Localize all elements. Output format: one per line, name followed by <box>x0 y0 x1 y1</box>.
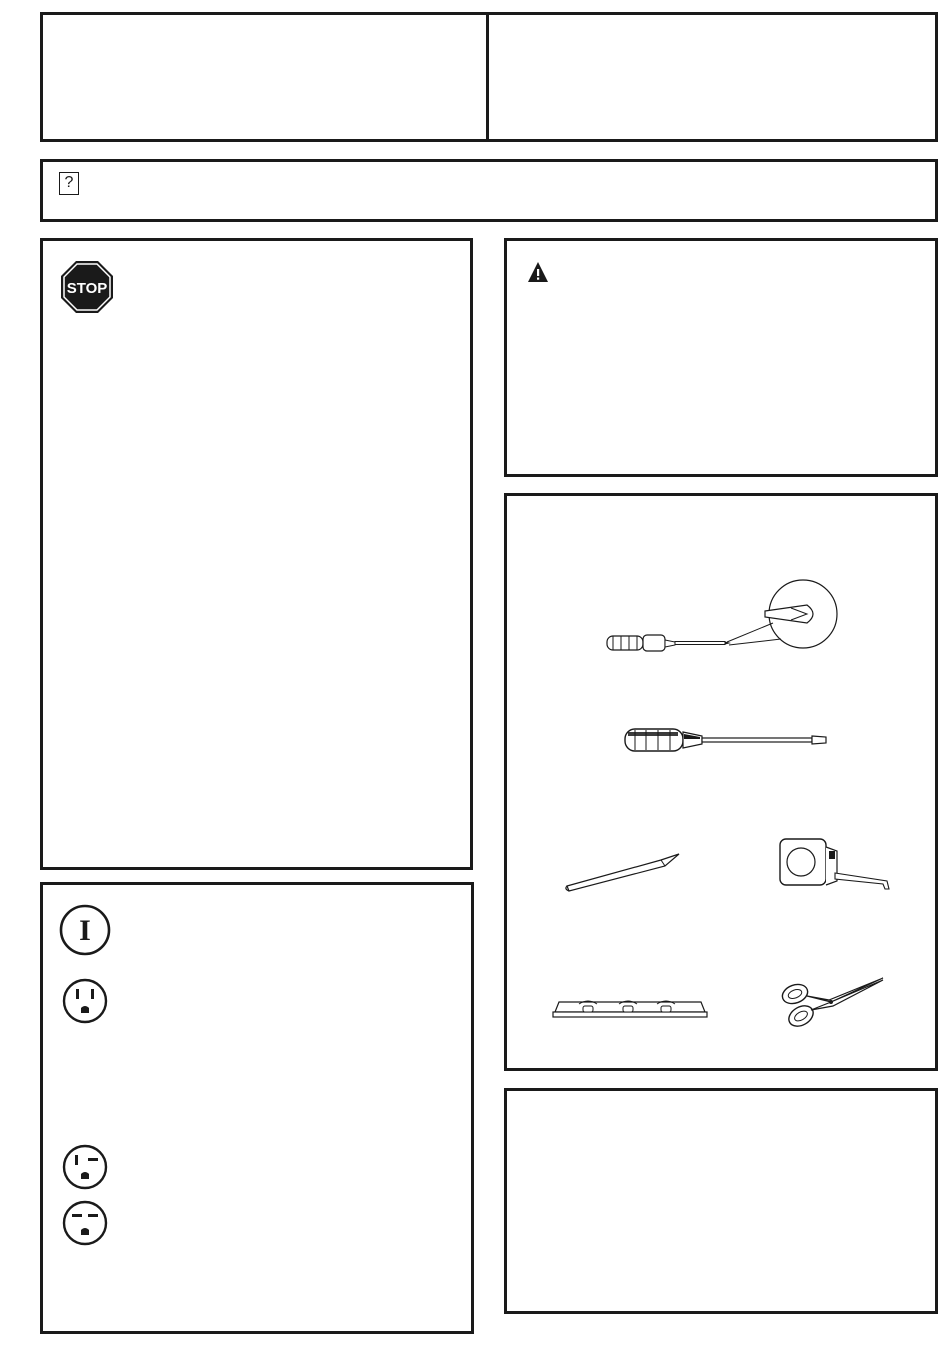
grounded-outlet-icon <box>61 977 109 1025</box>
outlet-type-a-icon <box>61 1143 109 1191</box>
stop-sign-icon <box>60 260 114 314</box>
notes-panel <box>504 1088 938 1314</box>
pencil-icon <box>561 846 691 891</box>
svg-text:I: I <box>79 914 91 947</box>
scissors-icon <box>779 974 889 1034</box>
tape-measure-icon <box>777 829 897 899</box>
electrical-panel <box>40 882 474 1334</box>
important-info-icon <box>58 903 112 957</box>
header-right-box <box>486 12 938 142</box>
phillips-screwdriver-icon <box>603 569 843 669</box>
help-bar <box>40 159 938 222</box>
tools-panel <box>504 493 938 1071</box>
header-left-box <box>40 12 489 142</box>
stop-panel <box>40 238 473 870</box>
flat-blade-screwdriver-icon <box>622 722 832 758</box>
outlet-type-b-icon <box>61 1199 109 1247</box>
level-icon <box>551 990 711 1020</box>
stop-sign-text: STOP <box>66 280 108 297</box>
question-mark-icon[interactable]: ? <box>59 172 79 195</box>
warning-panel <box>504 238 938 477</box>
warning-triangle-icon <box>527 261 549 283</box>
